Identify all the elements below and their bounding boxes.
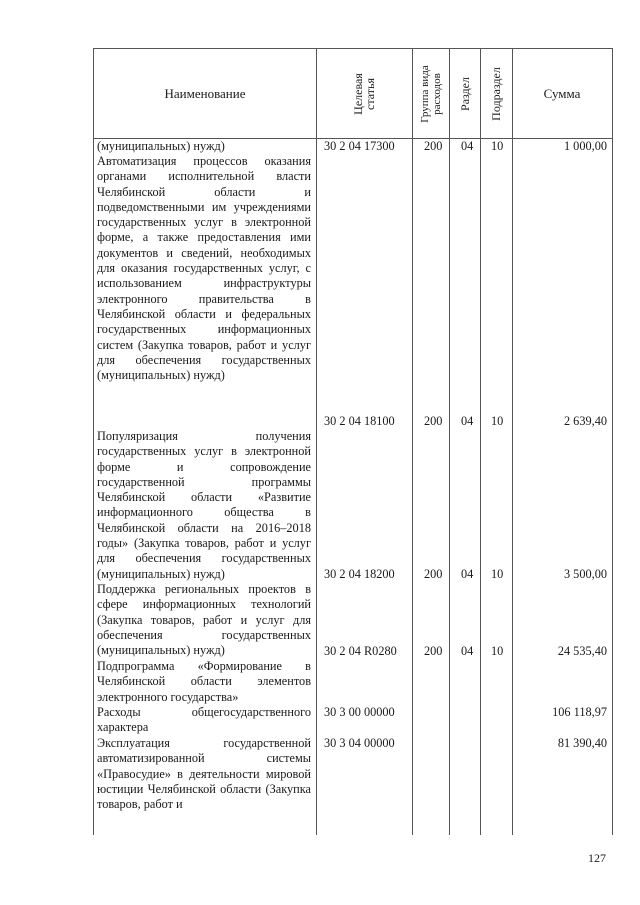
header-group: Группа вида расходов bbox=[418, 64, 443, 123]
expense-group: 200 bbox=[424, 567, 443, 581]
row-name: Расходы общегосударственного характера bbox=[97, 705, 311, 735]
section-code: 04 bbox=[461, 139, 474, 153]
table-row bbox=[94, 705, 612, 721]
section-code: 04 bbox=[461, 644, 474, 658]
sum-value: 2 639,40 bbox=[563, 414, 607, 428]
subsection-code: 10 bbox=[491, 414, 504, 428]
row-name: Поддержка региональных проектов в сфере информационных технологий (Закупка товаров, работ и услуг для обеспечения государственных (муниципальных) нужд) bbox=[97, 582, 311, 658]
target-code: 30 2 04 18200 bbox=[324, 567, 395, 581]
target-code: 30 2 04 17300 bbox=[324, 139, 395, 153]
budget-table bbox=[93, 48, 613, 835]
table-row bbox=[94, 414, 612, 430]
section-code: 04 bbox=[461, 414, 474, 428]
table-row bbox=[94, 736, 612, 752]
subsection-code: 10 bbox=[491, 644, 504, 658]
sum-value: 81 390,40 bbox=[557, 736, 607, 750]
target-code: 30 2 04 R0280 bbox=[324, 644, 397, 658]
header-subsection: Подраздел bbox=[489, 66, 503, 121]
row-name: Популяризация получения государственных услуг в электронной форме и сопровождение государственной программы Челябинской области «Развитие информационного общества в Челябинской области на 2016–2018 годы» (Закупка товаров, работ и услуг для обеспечения государственных (муниципальных) нужд) bbox=[97, 429, 311, 581]
row-name: (муниципальных) нужд) bbox=[97, 139, 225, 153]
target-code: 30 2 04 18100 bbox=[324, 414, 395, 428]
header-section: Раздел bbox=[457, 76, 472, 111]
expense-group: 200 bbox=[424, 414, 443, 428]
target-code: 30 3 04 00000 bbox=[324, 736, 395, 750]
section-code: 04 bbox=[461, 567, 474, 581]
header-sum: Сумма bbox=[543, 85, 581, 101]
table-row bbox=[94, 567, 612, 583]
sum-value: 106 118,97 bbox=[552, 705, 607, 719]
table-row bbox=[94, 644, 612, 660]
subsection-code: 10 bbox=[491, 567, 504, 581]
target-code: 30 3 00 00000 bbox=[324, 705, 395, 719]
table-row bbox=[94, 139, 612, 155]
row-name: Эксплуатация государственной автоматизированной системы «Правосудие» в деятельности мировой юстиции Челябинской области (Закупка товаров, работ и bbox=[97, 736, 311, 812]
row-name: Автоматизация процессов оказания органами исполнительной власти Челябинской области и подведомственными им учреждениями государственных услуг в электронной форме, а также предоставления ими документов и сведений, необходимых для оказания государственных услуг, с использованием инфраструктуры электронного правительства в Челябинской области и федеральных государственных информационных систем (Закупка товаров, работ и услуг для обеспечения государственных (муниципальных) нужд) bbox=[97, 154, 311, 383]
sum-value: 3 500,00 bbox=[563, 567, 607, 581]
header-target: Целевая статья bbox=[351, 72, 377, 115]
expense-group: 200 bbox=[424, 139, 443, 153]
subsection-code: 10 bbox=[491, 139, 504, 153]
sum-value: 1 000,00 bbox=[563, 139, 607, 153]
sum-value: 24 535,40 bbox=[557, 644, 607, 658]
row-name: Подпрограмма «Формирование в Челябинской области элементов электронного государства» bbox=[97, 659, 311, 704]
header-name: Наименование bbox=[164, 85, 246, 101]
expense-group: 200 bbox=[424, 644, 443, 658]
page-number: 127 bbox=[588, 851, 606, 865]
